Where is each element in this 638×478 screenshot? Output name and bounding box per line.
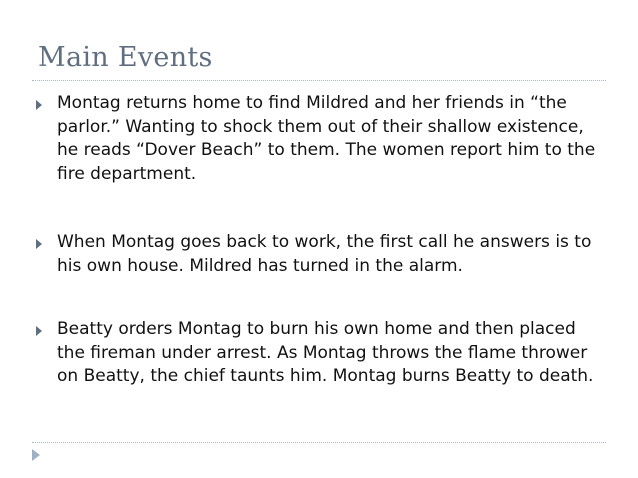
bullet-text: When Montag goes back to work, the first call he answers is to his own house. Mildred has turned in the alarm. (57, 232, 592, 276)
triangle-right-icon (36, 326, 42, 336)
triangle-right-icon (36, 100, 42, 110)
bullet-text: Beatty orders Montag to burn his own home and then placed the fireman under arrest. As Montag throws the flame thrower on Beatty, the chief taunts him. Montag burns Beatty to death. (57, 319, 594, 386)
footer-divider (32, 442, 606, 443)
bullet-text: Montag returns home to find Mildred and her friends in “the parlor.” Wanting to shock them out of their shallow existence, he reads “Dover Beach” to them. The women report him to the fire department. (57, 93, 596, 184)
triangle-right-icon (36, 239, 42, 249)
slide-title: Main Events (38, 42, 213, 73)
next-slide-icon[interactable] (32, 449, 40, 461)
